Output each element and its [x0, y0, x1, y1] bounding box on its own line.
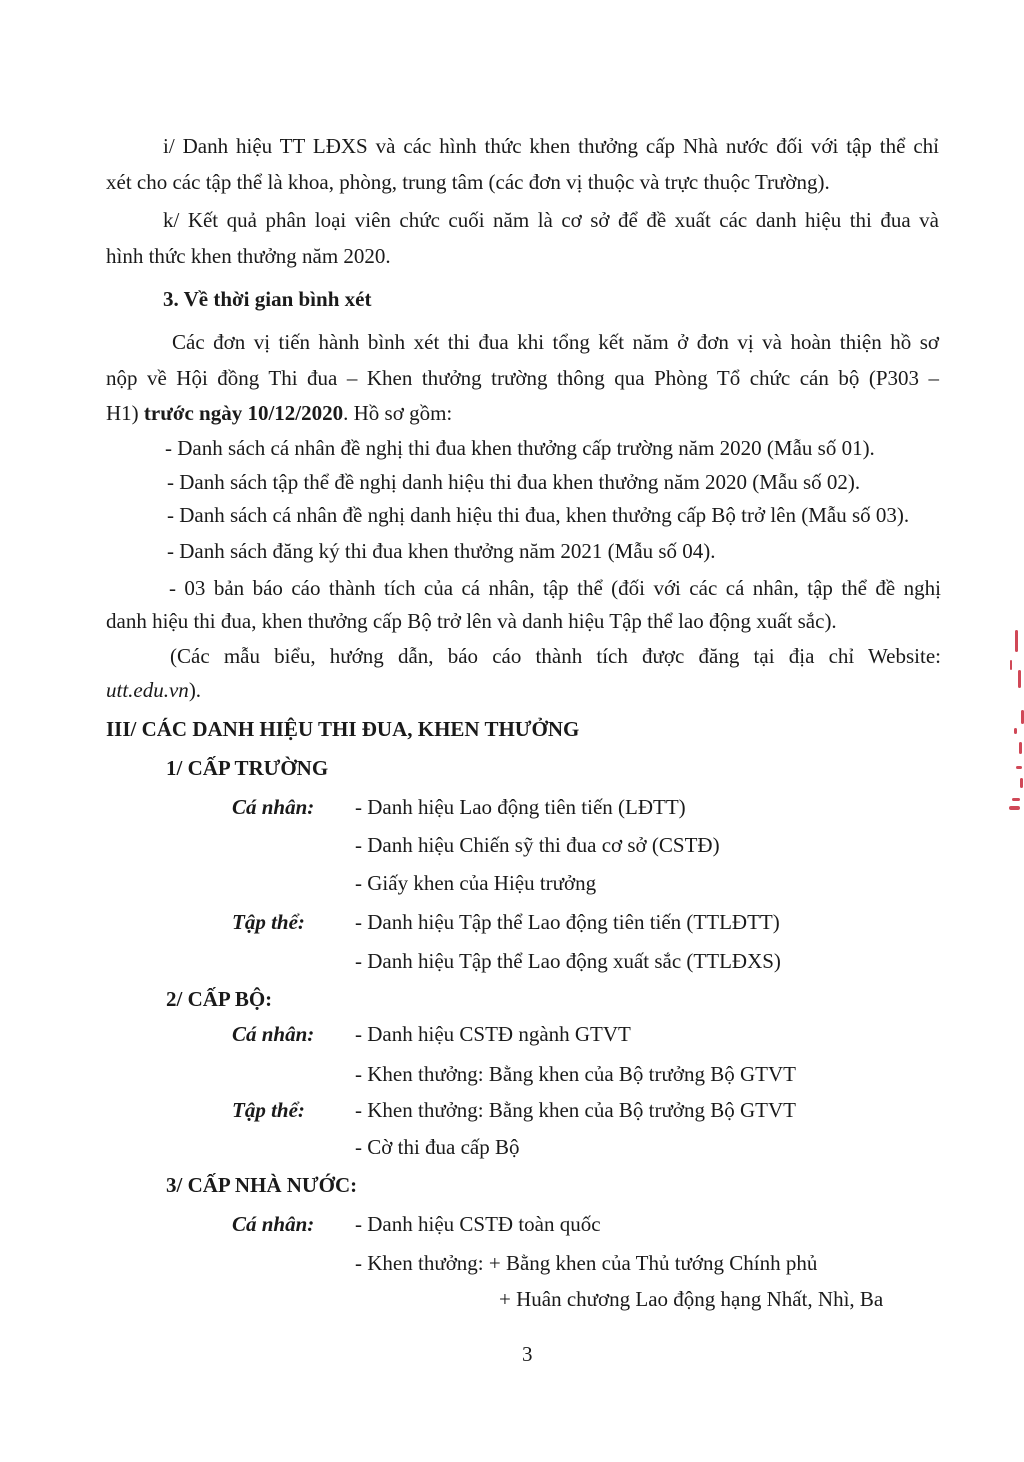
- dossier-item-2: - Danh sách tập thể đề nghị danh hiệu thi đua khen thưởng năm 2020 (Mẫu số 02).: [167, 470, 861, 494]
- dossier-item-5-line-1: - 03 bản báo cáo thành tích của cá nhân, tập thể (đối với các cá nhân, tập thể đề nghị: [169, 576, 941, 600]
- level-2-individual-item: - Khen thưởng: Bằng khen của Bộ trưởng Bộ GTVT: [355, 1062, 796, 1086]
- level-2-collective-item: - Cờ thi đua cấp Bộ: [355, 1135, 520, 1159]
- level-1-collective-label: Tập thể:: [232, 910, 305, 934]
- level-2-collective-item: - Khen thưởng: Bằng khen của Bộ trưởng Bộ GTVT: [355, 1098, 796, 1122]
- website-note-line-2: [106, 680, 201, 701]
- review-paragraph-text: H1): [106, 401, 144, 425]
- review-paragraph-line-3: [106, 403, 452, 424]
- heading-review-time: 3. Về thời gian bình xét: [163, 287, 372, 311]
- review-paragraph-text-end: . Hồ sơ gồm:: [343, 401, 453, 425]
- level-3-individual-item: - Danh hiệu CSTĐ toàn quốc: [355, 1212, 601, 1236]
- paragraph-k-line-2: hình thức khen thưởng năm 2020.: [106, 244, 391, 268]
- level-1-individual-label: Cá nhân:: [232, 795, 315, 819]
- level-1-title: 1/ CẤP TRƯỜNG: [166, 756, 329, 780]
- website-note-line-1: (Các mẫu biểu, hướng dẫn, báo cáo thành tích được đăng tại địa chỉ Website:: [170, 644, 941, 668]
- level-3-individual-item: - Khen thưởng: + Bằng khen của Thủ tướng Chính phủ: [355, 1251, 818, 1275]
- website-link[interactable]: utt.edu.vn: [106, 678, 189, 702]
- dossier-item-3: - Danh sách cá nhân đề nghị danh hiệu thi đua, khen thưởng cấp Bộ trở lên (Mẫu số 03).: [167, 503, 910, 527]
- level-1-individual-item: - Danh hiệu Lao động tiên tiến (LĐTT): [355, 795, 686, 819]
- review-paragraph-line-2: nộp về Hội đồng Thi đua – Khen thưởng trường thông qua Phòng Tổ chức cán bộ (P303 –: [106, 366, 939, 390]
- dossier-item-1: - Danh sách cá nhân đề nghị thi đua khen thưởng cấp trường năm 2020 (Mẫu số 01).: [165, 436, 875, 460]
- paragraph-i-line-1: i/ Danh hiệu TT LĐXS và các hình thức khen thưởng cấp Nhà nước đối với tập thể chỉ: [163, 134, 939, 158]
- level-1-collective-item: - Danh hiệu Tập thể Lao động tiên tiến (TTLĐTT): [355, 910, 780, 934]
- paragraph-i-line-2: xét cho các tập thể là khoa, phòng, trung tâm (các đơn vị thuộc và trực thuộc Trường).: [106, 170, 830, 194]
- level-3-title: 3/ CẤP NHÀ NƯỚC:: [166, 1173, 358, 1197]
- dossier-item-4: - Danh sách đăng ký thi đua khen thưởng năm 2021 (Mẫu số 04).: [167, 539, 716, 563]
- level-2-collective-label: Tập thể:: [232, 1098, 305, 1122]
- level-1-individual-item: - Danh hiệu Chiến sỹ thi đua cơ sở (CSTĐ): [355, 833, 720, 857]
- level-2-individual-item: - Danh hiệu CSTĐ ngành GTVT: [355, 1022, 631, 1046]
- level-2-title: 2/ CẤP BỘ:: [166, 987, 273, 1011]
- level-1-individual-item: - Giấy khen của Hiệu trưởng: [355, 871, 597, 895]
- level-3-individual-item: + Huân chương Lao động hạng Nhất, Nhì, Ba: [499, 1287, 884, 1311]
- level-3-individual-label: Cá nhân:: [232, 1212, 315, 1236]
- dossier-item-5-line-2: danh hiệu thi đua, khen thưởng cấp Bộ trở lên và danh hiệu Tập thể lao động xuất sắc).: [106, 609, 837, 633]
- section-III-title: III/ CÁC DANH HIỆU THI ĐUA, KHEN THƯỞNG: [106, 717, 580, 741]
- review-paragraph-line-1: Các đơn vị tiến hành bình xét thi đua khi tổng kết năm ở đơn vị và hoàn thiện hồ sơ: [172, 330, 939, 354]
- deadline-text: trước ngày 10/12/2020: [143, 401, 344, 425]
- website-note-end: ).: [188, 678, 202, 702]
- level-2-individual-label: Cá nhân:: [232, 1022, 315, 1046]
- level-1-collective-item: - Danh hiệu Tập thể Lao động xuất sắc (TTLĐXS): [355, 949, 781, 973]
- stamp-fragment: [1006, 630, 1024, 815]
- page-number: 3: [522, 1342, 533, 1366]
- paragraph-k-line-1: k/ Kết quả phân loại viên chức cuối năm là cơ sở để đề xuất các danh hiệu thi đua và: [163, 208, 939, 232]
